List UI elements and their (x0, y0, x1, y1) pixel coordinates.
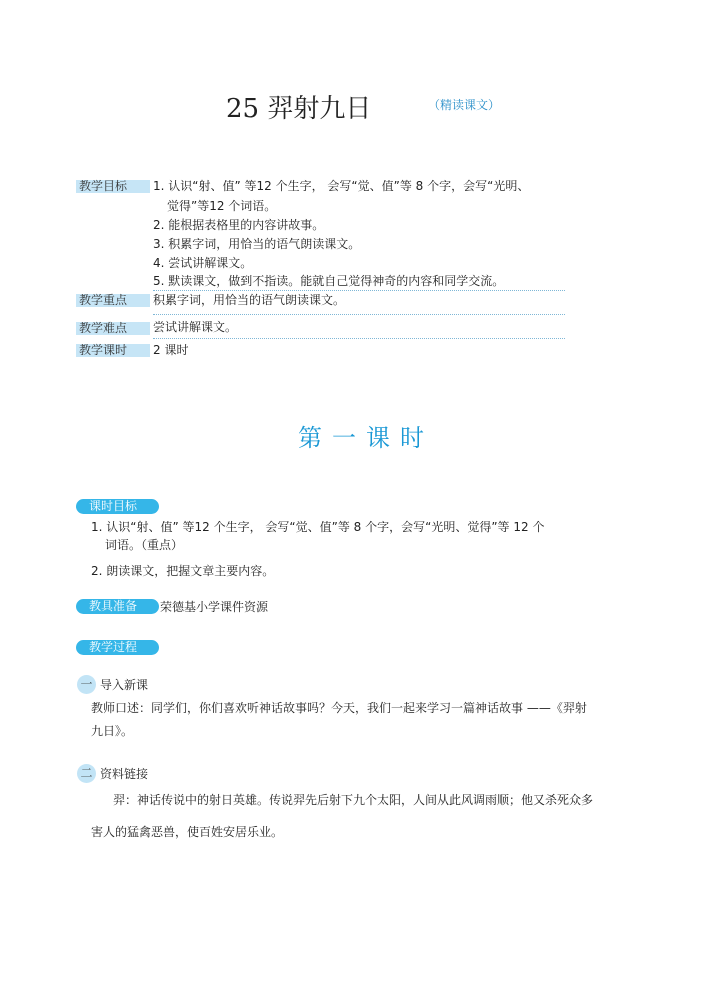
objective-item: 3. 积累字词，用恰当的语气朗读课文。 (153, 237, 361, 251)
objective-item: 4. 尝试讲解课文。 (153, 256, 253, 270)
difficulty-label: 教学难点 (76, 322, 150, 335)
paragraph-line: 教师口述：同学们，你们喜欢听神话故事吗？今天，我们一起来学习一篇神话故事 ——《羿射 (91, 701, 587, 715)
lesson-goals-pill: 课时目标 (76, 499, 159, 514)
lesson-heading: 第一课时 (298, 424, 434, 452)
hours: 2 课时 (153, 343, 189, 357)
section-title: 资料链接 (100, 767, 149, 781)
lesson-number: 25 (226, 94, 260, 124)
lesson-name: 羿射九日 (267, 94, 372, 124)
paragraph-line: 害人的猛禽恶兽，使百姓安居乐业。 (91, 825, 284, 839)
divider (153, 338, 565, 339)
paragraph-line: 九日》。 (91, 724, 134, 738)
paragraph-line: 羿：神话传说中的射日英雄。传说羿先后射下九个太阳，人间从此风调雨顺；他又杀死众多 (113, 793, 594, 807)
process-pill: 教学过程 (76, 640, 159, 655)
section-title: 导入新课 (100, 678, 149, 692)
objective-item: 2. 能根据表格里的内容讲故事。 (153, 218, 325, 232)
section-number-badge: 一 (77, 675, 96, 694)
tools-pill: 教具准备 (76, 599, 159, 614)
objective-item: 5. 默读课文，做到不指读。能就自己觉得神奇的内容和同学交流。 (153, 274, 505, 288)
key-points-label: 教学重点 (76, 294, 150, 307)
lesson-type: （精读课文） (428, 98, 501, 112)
goal-item: 1. 认识“射、值” 等12 个生字， 会写“觉、值”等 8 个字，会写“光明、觉得”等 12 个 (91, 520, 545, 534)
divider (153, 290, 565, 291)
key-points: 积累字词，用恰当的语气朗读课文。 (153, 293, 346, 307)
tools-text: 荣德基小学课件资源 (160, 600, 269, 614)
difficulty: 尝试讲解课文。 (153, 320, 238, 334)
section-number-badge: 二 (77, 764, 96, 783)
divider (153, 314, 565, 315)
goal-item: 词语。（重点） (105, 538, 184, 552)
objectives-label: 教学目标 (76, 180, 150, 193)
goal-item: 2. 朗读课文，把握文章主要内容。 (91, 564, 275, 578)
lesson-title (226, 88, 371, 125)
objective-item: 1. 认识“射、值” 等12 个生字， 会写“觉、值”等 8 个字，会写“光明、 (153, 179, 530, 193)
objective-item: 觉得”等12 个词语。 (167, 199, 277, 213)
hours-label: 教学课时 (76, 344, 150, 357)
